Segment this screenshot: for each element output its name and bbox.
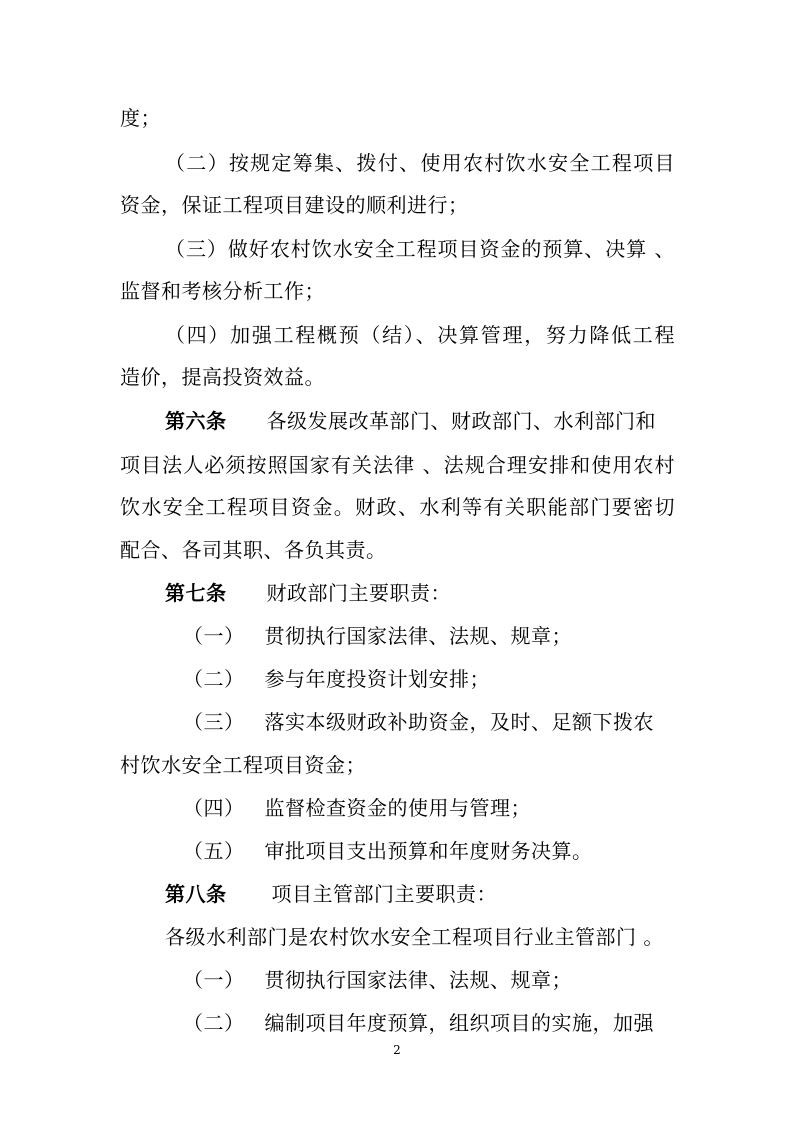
line-text: 监督和考核分析工作；: [120, 279, 325, 303]
list-item: [183, 1011, 654, 1035]
line-text: 编制项目年度预算，组织项目的实施，加强: [264, 1011, 654, 1035]
line-text: （三）做好农村饮水安全工程项目资金的预算、决算 、: [165, 237, 675, 261]
line-text: 各级发展改革部门、财政部门、水利部门和: [266, 409, 656, 433]
line-text: 参与年度投资计划安排；: [264, 667, 490, 691]
line-text: 饮水安全工程项目资金。财政、水利等有关职能部门要密切: [120, 495, 675, 519]
list-item: [183, 796, 531, 820]
line-text: 审批项目支出预算和年度财务决算。: [264, 839, 593, 863]
text-line: [120, 453, 675, 477]
line-text: 贯彻执行国家法律、法规、规章；: [264, 968, 572, 992]
text-line: [120, 753, 366, 777]
list-item: [183, 839, 593, 863]
list-marker: （三）: [183, 710, 245, 734]
text-line: [120, 193, 469, 217]
list-marker: （一）: [183, 624, 245, 648]
line-text: 监督检查资金的使用与管理；: [264, 796, 531, 820]
text-line: [165, 151, 675, 175]
line-text: （四）加强工程概预（结）、决算管理，努力降低工程: [165, 323, 675, 347]
list-item: [183, 667, 490, 691]
article-label: 第七条: [165, 581, 227, 605]
text-line: [120, 365, 325, 389]
line-text: 落实本级财政补助资金，及时、足额下拨农: [264, 710, 654, 734]
text-line: [120, 495, 675, 519]
text-line: [165, 323, 675, 347]
article-line: [165, 409, 656, 433]
article-line: [165, 882, 497, 906]
line-text: 造价，提高投资效益。: [120, 365, 325, 389]
line-text: 村饮水安全工程项目资金；: [120, 753, 366, 777]
text-line: [165, 237, 675, 261]
line-text: 配合、各司其职、各负其责。: [120, 538, 387, 562]
line-text: 各级水利部门是农村饮水安全工程项目行业主管部门 。: [165, 925, 664, 949]
article-label: 第八条: [165, 882, 227, 906]
text-line: [120, 106, 161, 130]
line-text: （二）按规定筹集、拨付、使用农村饮水安全工程项目: [165, 151, 675, 175]
list-marker: （五）: [183, 839, 245, 863]
text-line: [120, 538, 387, 562]
line-text: 资金，保证工程项目建设的顺利进行；: [120, 193, 469, 217]
line-text: 贯彻执行国家法律、法规、规章；: [264, 624, 572, 648]
line-text: 项目主管部门主要职责：: [271, 882, 497, 906]
list-item: [183, 968, 572, 992]
list-item: [183, 710, 654, 734]
text-line: [120, 279, 325, 303]
article-line: [165, 581, 451, 605]
page-number: 2: [393, 1043, 401, 1057]
list-item: [183, 624, 572, 648]
article-label: 第六条: [165, 409, 227, 433]
line-text: 财政部门主要职责：: [266, 581, 451, 605]
list-marker: （四）: [183, 796, 245, 820]
line-text: 度；: [120, 106, 161, 130]
list-marker: （二）: [183, 667, 245, 691]
list-marker: （二）: [183, 1011, 245, 1035]
text-line: [165, 925, 664, 949]
line-text: 项目法人必须按照国家有关法律 、法规合理安排和使用农村: [120, 453, 675, 477]
list-marker: （一）: [183, 968, 245, 992]
